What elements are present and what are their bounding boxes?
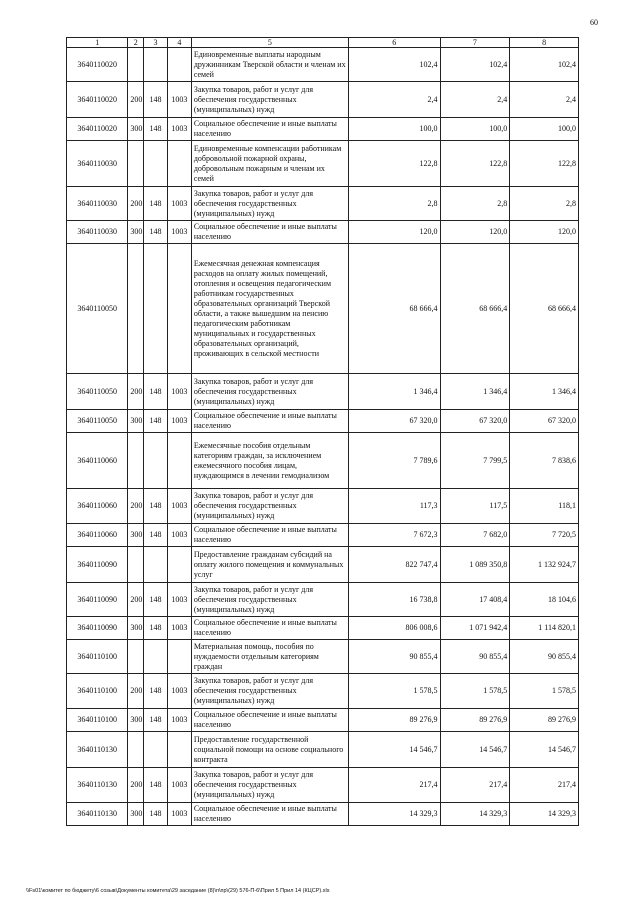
row-gr-cell bbox=[144, 244, 168, 374]
row-value-cell: 14 329,3 bbox=[510, 803, 579, 826]
row-gr-cell: 148 bbox=[144, 118, 168, 141]
row-value-cell: 120,0 bbox=[510, 221, 579, 244]
row-vr-cell bbox=[128, 732, 144, 768]
row-vr-cell: 200 bbox=[128, 489, 144, 524]
row-value-cell: 1 114 820,1 bbox=[510, 617, 579, 640]
row-rz-cell: 1003 bbox=[167, 82, 191, 118]
row-value-cell: 1 132 924,7 bbox=[510, 547, 579, 583]
row-gr-cell: 148 bbox=[144, 674, 168, 709]
header-cell: 5 bbox=[191, 38, 348, 48]
row-value-cell: 89 276,9 bbox=[348, 709, 440, 732]
row-value-cell: 7 682,0 bbox=[440, 524, 510, 547]
row-value-cell: 90 855,4 bbox=[440, 640, 510, 674]
row-value-cell: 14 546,7 bbox=[440, 732, 510, 768]
row-vr-cell: 200 bbox=[128, 768, 144, 803]
row-vr-cell: 200 bbox=[128, 674, 144, 709]
row-vr-cell: 200 bbox=[128, 583, 144, 617]
row-vr-cell: 200 bbox=[128, 82, 144, 118]
row-code-cell: 3640110060 bbox=[67, 489, 128, 524]
row-rz-cell: 1003 bbox=[167, 803, 191, 826]
row-description-cell: Социальное обеспечение и иные выплаты населению bbox=[191, 617, 348, 640]
row-value-cell: 68 666,4 bbox=[440, 244, 510, 374]
row-value-cell: 14 546,7 bbox=[348, 732, 440, 768]
row-value-cell: 102,4 bbox=[510, 48, 579, 82]
row-value-cell: 68 666,4 bbox=[348, 244, 440, 374]
table-row bbox=[67, 433, 579, 489]
row-code-cell: 3640110020 bbox=[67, 48, 128, 82]
row-gr-cell: 148 bbox=[144, 489, 168, 524]
row-code-cell: 3640110090 bbox=[67, 583, 128, 617]
row-value-cell: 122,8 bbox=[510, 141, 579, 187]
row-description-cell: Социальное обеспечение и иные выплаты населению bbox=[191, 221, 348, 244]
row-value-cell: 16 738,8 bbox=[348, 583, 440, 617]
row-gr-cell: 148 bbox=[144, 803, 168, 826]
row-vr-cell: 200 bbox=[128, 187, 144, 221]
row-value-cell: 100,0 bbox=[348, 118, 440, 141]
row-description-cell: Материальная помощь, пособия по нуждаемости отдельным категориям граждан bbox=[191, 640, 348, 674]
row-code-cell: 3640110090 bbox=[67, 547, 128, 583]
row-value-cell: 68 666,4 bbox=[510, 244, 579, 374]
row-value-cell: 67 320,0 bbox=[348, 410, 440, 433]
row-gr-cell bbox=[144, 547, 168, 583]
row-value-cell: 14 546,7 bbox=[510, 732, 579, 768]
row-value-cell: 102,4 bbox=[440, 48, 510, 82]
row-rz-cell: 1003 bbox=[167, 187, 191, 221]
row-value-cell: 122,8 bbox=[440, 141, 510, 187]
row-gr-cell bbox=[144, 141, 168, 187]
header-cell: 7 bbox=[440, 38, 510, 48]
row-rz-cell: 1003 bbox=[167, 221, 191, 244]
row-rz-cell: 1003 bbox=[167, 617, 191, 640]
row-code-cell: 3640110100 bbox=[67, 674, 128, 709]
row-value-cell: 89 276,9 bbox=[510, 709, 579, 732]
row-description-cell: Закупка товаров, работ и услуг для обеспечения государственных (муниципальных) нужд bbox=[191, 374, 348, 410]
row-value-cell: 7 838,6 bbox=[510, 433, 579, 489]
header-cell: 1 bbox=[67, 38, 128, 48]
row-code-cell: 3640110130 bbox=[67, 768, 128, 803]
table-row bbox=[67, 141, 579, 187]
row-gr-cell: 148 bbox=[144, 82, 168, 118]
row-rz-cell: 1003 bbox=[167, 524, 191, 547]
row-vr-cell bbox=[128, 141, 144, 187]
row-description-cell: Ежемесячная денежная компенсация расходов на оплату жилых помещений, отопления и освещения педагогическим работникам государственных образовательных организаций Тверской области, а также вышедшим на пенсию педагогическим работникам муниципальных и государственных образовательных организаций, проживающих в сельской местности bbox=[191, 244, 348, 374]
row-vr-cell: 300 bbox=[128, 709, 144, 732]
row-value-cell: 7 720,5 bbox=[510, 524, 579, 547]
table-row bbox=[67, 187, 579, 221]
row-rz-cell: 1003 bbox=[167, 674, 191, 709]
row-value-cell: 7 799,5 bbox=[440, 433, 510, 489]
table-row bbox=[67, 374, 579, 410]
row-code-cell: 3640110060 bbox=[67, 433, 128, 489]
row-code-cell: 3640110100 bbox=[67, 640, 128, 674]
row-vr-cell bbox=[128, 433, 144, 489]
row-gr-cell bbox=[144, 732, 168, 768]
row-value-cell: 2,8 bbox=[348, 187, 440, 221]
row-value-cell: 17 408,4 bbox=[440, 583, 510, 617]
row-vr-cell bbox=[128, 244, 144, 374]
row-rz-cell: 1003 bbox=[167, 374, 191, 410]
row-code-cell: 3640110060 bbox=[67, 524, 128, 547]
row-value-cell: 1 071 942,4 bbox=[440, 617, 510, 640]
row-code-cell: 3640110030 bbox=[67, 221, 128, 244]
row-description-cell: Социальное обеспечение и иные выплаты населению bbox=[191, 118, 348, 141]
row-code-cell: 3640110050 bbox=[67, 374, 128, 410]
file-path-footer: \\Fs01\комитет по бюджету\6 созыв\Документы комитета\29 заседание (8)\п\пр\(29) 576-П-6\Прил 5 Прил 14 (КЦСР).xls bbox=[26, 888, 330, 894]
row-value-cell: 217,4 bbox=[510, 768, 579, 803]
row-rz-cell bbox=[167, 48, 191, 82]
row-value-cell: 120,0 bbox=[348, 221, 440, 244]
row-value-cell: 18 104,6 bbox=[510, 583, 579, 617]
row-description-cell: Ежемесячные пособия отдельным категориям граждан, за исключением ежемесячного пособия лицам, нуждающимся в лечении гемодиализом bbox=[191, 433, 348, 489]
row-value-cell: 1 089 350,8 bbox=[440, 547, 510, 583]
row-description-cell: Закупка товаров, работ и услуг для обеспечения государственных (муниципальных) нужд bbox=[191, 583, 348, 617]
table-row bbox=[67, 244, 579, 374]
row-value-cell: 67 320,0 bbox=[440, 410, 510, 433]
row-vr-cell bbox=[128, 547, 144, 583]
row-gr-cell: 148 bbox=[144, 617, 168, 640]
row-description-cell: Единовременные компенсации работникам добровольной пожарной охраны, добровольным пожарным и членам их семей bbox=[191, 141, 348, 187]
row-description-cell: Предоставление государственной социальной помощи на основе социального контракта bbox=[191, 732, 348, 768]
row-value-cell: 7 672,3 bbox=[348, 524, 440, 547]
row-vr-cell: 200 bbox=[128, 374, 144, 410]
row-rz-cell bbox=[167, 547, 191, 583]
row-vr-cell: 300 bbox=[128, 617, 144, 640]
row-value-cell: 1 578,5 bbox=[440, 674, 510, 709]
row-description-cell: Закупка товаров, работ и услуг для обеспечения государственных (муниципальных) нужд bbox=[191, 674, 348, 709]
row-value-cell: 89 276,9 bbox=[440, 709, 510, 732]
row-value-cell: 100,0 bbox=[510, 118, 579, 141]
row-gr-cell: 148 bbox=[144, 524, 168, 547]
row-description-cell: Социальное обеспечение и иные выплаты населению bbox=[191, 803, 348, 826]
row-rz-cell: 1003 bbox=[167, 118, 191, 141]
row-value-cell: 90 855,4 bbox=[348, 640, 440, 674]
row-value-cell: 14 329,3 bbox=[348, 803, 440, 826]
row-description-cell: Предоставление гражданам субсидий на оплату жилого помещения и коммунальных услуг bbox=[191, 547, 348, 583]
row-rz-cell: 1003 bbox=[167, 489, 191, 524]
row-gr-cell bbox=[144, 48, 168, 82]
row-vr-cell: 300 bbox=[128, 221, 144, 244]
table-row bbox=[67, 547, 579, 583]
row-rz-cell bbox=[167, 141, 191, 187]
row-value-cell: 67 320,0 bbox=[510, 410, 579, 433]
row-value-cell: 2,8 bbox=[440, 187, 510, 221]
row-rz-cell bbox=[167, 433, 191, 489]
header-cell: 8 bbox=[510, 38, 579, 48]
row-value-cell: 2,4 bbox=[348, 82, 440, 118]
table-row bbox=[67, 489, 579, 524]
row-value-cell: 217,4 bbox=[348, 768, 440, 803]
table-row bbox=[67, 221, 579, 244]
row-gr-cell: 148 bbox=[144, 768, 168, 803]
table-row bbox=[67, 583, 579, 617]
row-description-cell: Закупка товаров, работ и услуг для обеспечения государственных (муниципальных) нужд bbox=[191, 82, 348, 118]
row-gr-cell: 148 bbox=[144, 583, 168, 617]
table-row bbox=[67, 48, 579, 82]
row-value-cell: 1 578,5 bbox=[510, 674, 579, 709]
row-gr-cell: 148 bbox=[144, 187, 168, 221]
table-row bbox=[67, 709, 579, 732]
row-code-cell: 3640110020 bbox=[67, 82, 128, 118]
row-value-cell: 120,0 bbox=[440, 221, 510, 244]
row-value-cell: 806 008,6 bbox=[348, 617, 440, 640]
row-description-cell: Закупка товаров, работ и услуг для обеспечения государственных (муниципальных) нужд bbox=[191, 768, 348, 803]
budget-table bbox=[66, 37, 579, 826]
row-description-cell: Закупка товаров, работ и услуг для обеспечения государственных (муниципальных) нужд bbox=[191, 489, 348, 524]
row-value-cell: 102,4 bbox=[348, 48, 440, 82]
row-code-cell: 3640110050 bbox=[67, 410, 128, 433]
row-vr-cell: 300 bbox=[128, 803, 144, 826]
row-value-cell: 90 855,4 bbox=[510, 640, 579, 674]
header-cell: 2 bbox=[128, 38, 144, 48]
row-value-cell: 2,4 bbox=[510, 82, 579, 118]
row-code-cell: 3640110030 bbox=[67, 187, 128, 221]
table-row bbox=[67, 732, 579, 768]
header-cell: 3 bbox=[144, 38, 168, 48]
row-value-cell: 217,4 bbox=[440, 768, 510, 803]
row-rz-cell: 1003 bbox=[167, 768, 191, 803]
row-gr-cell bbox=[144, 640, 168, 674]
table-row bbox=[67, 803, 579, 826]
row-value-cell: 2,4 bbox=[440, 82, 510, 118]
row-code-cell: 3640110090 bbox=[67, 617, 128, 640]
header-cell: 6 bbox=[348, 38, 440, 48]
table-row bbox=[67, 768, 579, 803]
row-value-cell: 14 329,3 bbox=[440, 803, 510, 826]
table-row bbox=[67, 118, 579, 141]
row-gr-cell: 148 bbox=[144, 221, 168, 244]
row-code-cell: 3640110050 bbox=[67, 244, 128, 374]
table-row bbox=[67, 410, 579, 433]
table-row bbox=[67, 674, 579, 709]
row-gr-cell bbox=[144, 433, 168, 489]
row-vr-cell: 300 bbox=[128, 118, 144, 141]
row-value-cell: 1 346,4 bbox=[348, 374, 440, 410]
row-rz-cell bbox=[167, 244, 191, 374]
row-value-cell: 117,5 bbox=[440, 489, 510, 524]
row-vr-cell: 300 bbox=[128, 410, 144, 433]
row-rz-cell: 1003 bbox=[167, 583, 191, 617]
row-description-cell: Социальное обеспечение и иные выплаты населению bbox=[191, 410, 348, 433]
row-value-cell: 117,3 bbox=[348, 489, 440, 524]
table-row bbox=[67, 640, 579, 674]
row-value-cell: 2,8 bbox=[510, 187, 579, 221]
row-vr-cell bbox=[128, 640, 144, 674]
table-row bbox=[67, 524, 579, 547]
row-gr-cell: 148 bbox=[144, 709, 168, 732]
row-code-cell: 3640110030 bbox=[67, 141, 128, 187]
row-value-cell: 1 578,5 bbox=[348, 674, 440, 709]
row-vr-cell bbox=[128, 48, 144, 82]
row-value-cell: 118,1 bbox=[510, 489, 579, 524]
row-gr-cell: 148 bbox=[144, 410, 168, 433]
row-rz-cell bbox=[167, 732, 191, 768]
row-gr-cell: 148 bbox=[144, 374, 168, 410]
row-description-cell: Закупка товаров, работ и услуг для обеспечения государственных (муниципальных) нужд bbox=[191, 187, 348, 221]
table-row bbox=[67, 617, 579, 640]
row-value-cell: 7 789,6 bbox=[348, 433, 440, 489]
row-value-cell: 122,8 bbox=[348, 141, 440, 187]
row-value-cell: 100,0 bbox=[440, 118, 510, 141]
header-row bbox=[67, 38, 579, 48]
row-value-cell: 1 346,4 bbox=[440, 374, 510, 410]
table-row bbox=[67, 82, 579, 118]
row-description-cell: Социальное обеспечение и иные выплаты населению bbox=[191, 524, 348, 547]
row-code-cell: 3640110020 bbox=[67, 118, 128, 141]
row-value-cell: 1 346,4 bbox=[510, 374, 579, 410]
row-code-cell: 3640110130 bbox=[67, 732, 128, 768]
row-rz-cell: 1003 bbox=[167, 410, 191, 433]
page-number: 60 bbox=[590, 18, 598, 27]
row-description-cell: Социальное обеспечение и иные выплаты населению bbox=[191, 709, 348, 732]
row-rz-cell: 1003 bbox=[167, 709, 191, 732]
row-code-cell: 3640110130 bbox=[67, 803, 128, 826]
row-vr-cell: 300 bbox=[128, 524, 144, 547]
row-value-cell: 822 747,4 bbox=[348, 547, 440, 583]
row-rz-cell bbox=[167, 640, 191, 674]
header-cell: 4 bbox=[167, 38, 191, 48]
row-description-cell: Единовременные выплаты народным дружинникам Тверской области и членам их семей bbox=[191, 48, 348, 82]
row-code-cell: 3640110100 bbox=[67, 709, 128, 732]
